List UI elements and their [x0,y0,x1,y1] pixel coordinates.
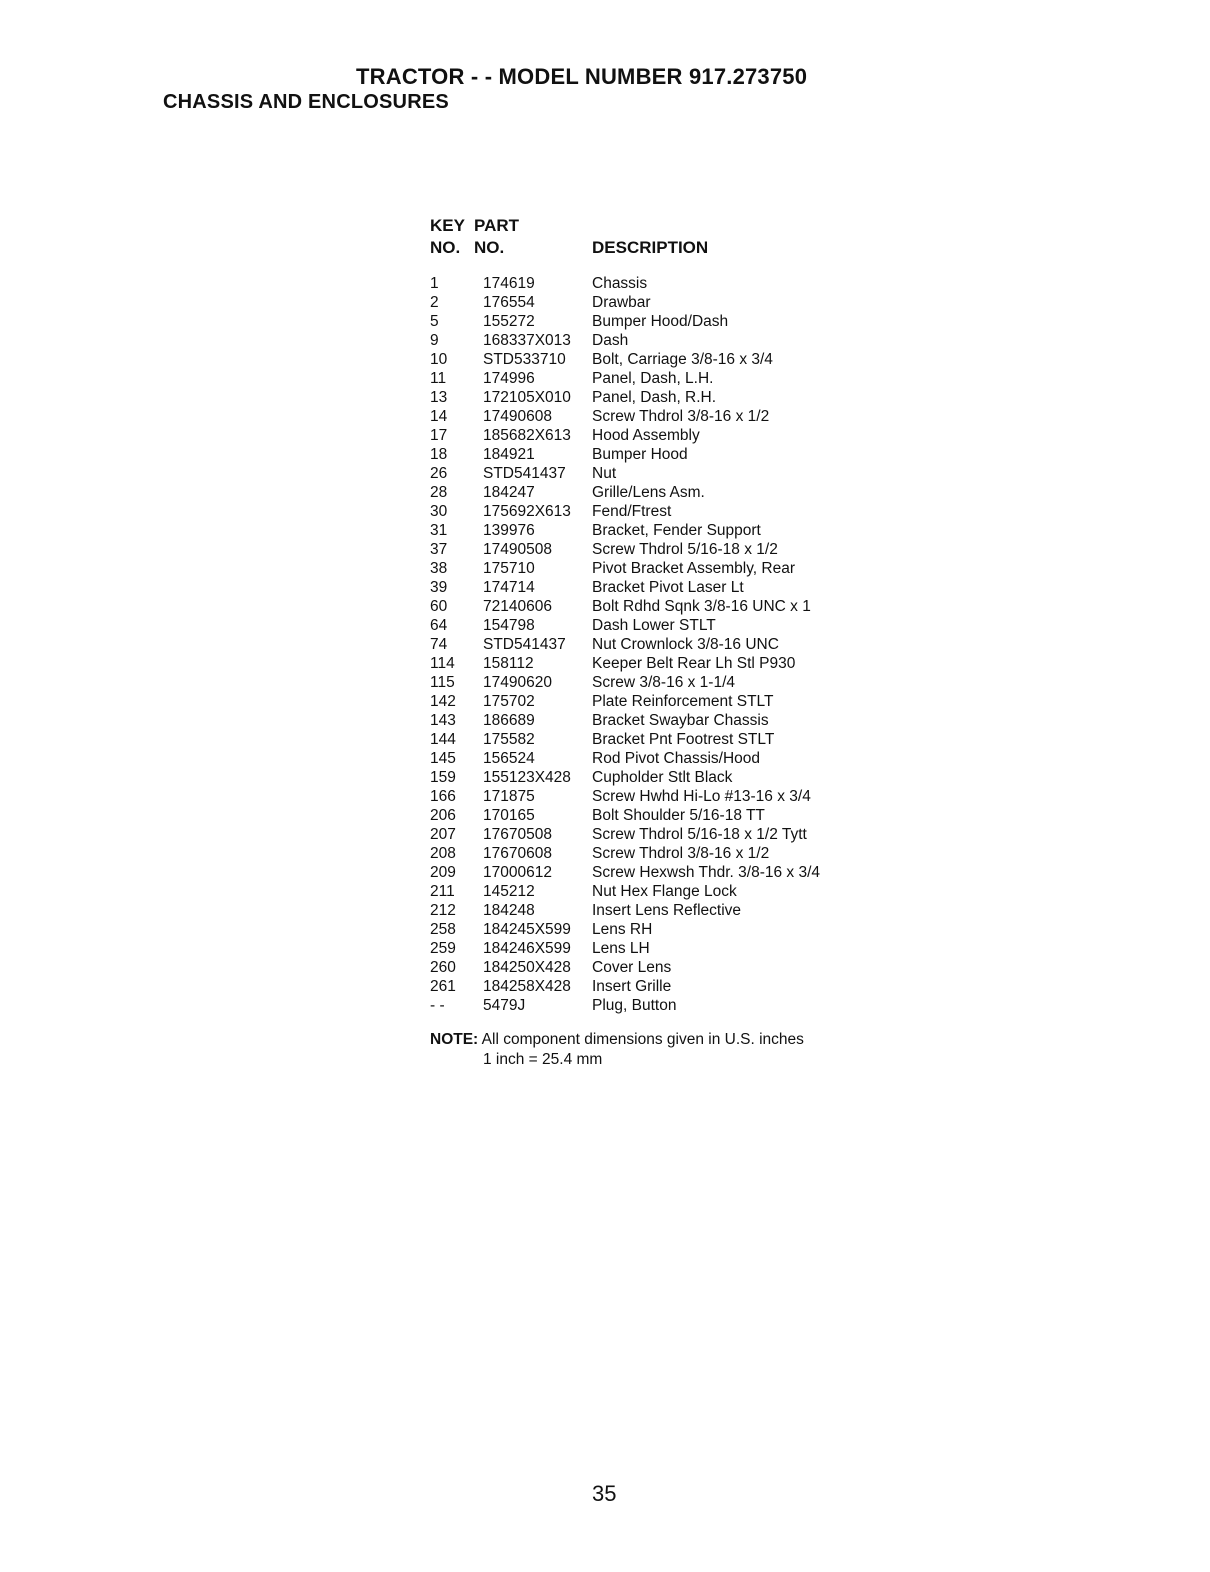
description-cell: Screw Thdrol 5/16-18 x 1/2 Tytt [592,826,807,843]
table-row [430,977,890,996]
part-no-cell: 175702 [483,693,535,710]
description-cell: Screw Thdrol 3/8-16 x 1/2 [592,845,770,862]
description-cell: Grille/Lens Asm. [592,484,705,501]
key-no-cell: 258 [430,921,456,938]
table-row [430,293,890,312]
description-cell: Lens LH [592,940,650,957]
page-number: 35 [592,1481,617,1506]
parts-table-body [430,274,890,1015]
table-row [430,388,890,407]
key-no-cell: 11 [430,370,447,387]
description-cell: Bracket Swaybar Chassis [592,712,769,729]
key-no-cell: 10 [430,351,448,368]
part-no-cell: 17490508 [483,541,552,558]
note-text: All component dimensions given in U.S. inches [481,1031,804,1048]
key-no-cell: 18 [430,446,448,463]
key-no-cell: 206 [430,807,456,824]
description-cell: Insert Grille [592,978,672,995]
key-no-cell: 39 [430,579,448,596]
part-no-cell: 17670608 [483,845,552,862]
part-no-cell: 145212 [483,883,535,900]
description-cell: Bolt, Carriage 3/8-16 x 3/4 [592,351,773,368]
description-cell: Dash Lower STLT [592,617,716,634]
table-row [430,673,890,692]
part-no-cell: STD533710 [483,351,566,368]
table-row [430,445,890,464]
part-no-cell: 184247 [483,484,535,501]
description-cell: Panel, Dash, R.H. [592,389,717,406]
part-no-cell: 170165 [483,807,535,824]
part-no-cell: 184250X428 [483,959,571,976]
table-row [430,312,890,331]
key-no-cell: 26 [430,465,448,482]
description-cell: Chassis [592,275,648,292]
part-no-cell: 154798 [483,617,535,634]
description-cell: Fend/Ftrest [592,503,672,520]
note-label: NOTE: [430,1031,479,1048]
key-no-cell: 17 [430,427,448,444]
parts-list [430,216,890,1015]
table-row [430,521,890,540]
key-no-cell: 209 [430,864,456,881]
key-no-cell: 144 [430,731,456,748]
table-row [430,787,890,806]
part-no-cell: 174619 [483,275,535,292]
key-no-cell: 37 [430,541,448,558]
key-no-cell: 260 [430,959,456,976]
key-no-cell: 115 [430,674,455,691]
table-row [430,901,890,920]
description-cell: Nut [592,465,617,482]
key-header-line1: KEY [430,216,465,235]
description-cell: Cupholder Stlt Black [592,769,733,786]
part-no-cell: 168337X013 [483,332,571,349]
description-cell: Rod Pivot Chassis/Hood [592,750,760,767]
table-row [430,331,890,350]
key-no-cell: 211 [430,883,455,900]
key-no-cell: 38 [430,560,448,577]
key-no-cell: 1 [430,275,439,292]
part-no-cell: 139976 [483,522,535,539]
description-header: DESCRIPTION [592,238,709,257]
part-header-line1: PART [474,216,520,235]
table-row [430,939,890,958]
description-cell: Plug, Button [592,997,677,1014]
description-cell: Screw Hwhd Hi-Lo #13-16 x 3/4 [592,788,811,805]
note [430,1030,804,1070]
description-cell: Dash [592,332,629,349]
table-row [430,996,890,1015]
table-row [430,350,890,369]
key-no-cell: 9 [430,332,439,349]
description-cell: Hood Assembly [592,427,700,444]
part-no-cell: 156524 [483,750,535,767]
key-no-cell: - - [430,997,445,1014]
key-no-cell: 31 [430,522,448,539]
key-no-cell: 259 [430,940,456,957]
key-header-line2: NO. [430,238,461,257]
key-no-cell: 208 [430,845,456,862]
key-no-cell: 14 [430,408,448,425]
description-cell: Nut Hex Flange Lock [592,883,737,900]
part-no-cell: 158112 [483,655,534,672]
table-row [430,958,890,977]
key-no-cell: 28 [430,484,448,501]
table-row [430,274,890,293]
description-cell: Bracket Pivot Laser Lt [592,579,744,596]
description-cell: Cover Lens [592,959,672,976]
description-cell: Screw Thdrol 5/16-18 x 1/2 [592,541,778,558]
part-no-cell: 175692X613 [483,503,571,520]
table-row [430,730,890,749]
key-no-cell: 261 [430,978,456,995]
table-row [430,692,890,711]
description-cell: Pivot Bracket Assembly, Rear [592,560,796,577]
part-no-cell: 17490620 [483,674,552,691]
part-no-cell: 185682X613 [483,427,571,444]
part-no-cell: 155123X428 [483,769,571,786]
table-row [430,540,890,559]
table-row [430,882,890,901]
key-no-cell: 74 [430,636,448,653]
key-no-cell: 60 [430,598,448,615]
table-row [430,825,890,844]
table-row [430,578,890,597]
table-row [430,806,890,825]
table-row [430,483,890,502]
part-no-cell: 176554 [483,294,535,311]
key-no-cell: 13 [430,389,448,406]
part-no-cell: STD541437 [483,636,566,653]
description-cell: Screw Thdrol 3/8-16 x 1/2 [592,408,770,425]
part-no-cell: 5479J [483,997,526,1014]
description-cell: Bracket, Fender Support [592,522,761,539]
part-no-cell: 184258X428 [483,978,571,995]
parts-table-header [430,216,890,274]
part-no-cell: 17490608 [483,408,552,425]
table-row [430,844,890,863]
part-no-cell: 184245X599 [483,921,571,938]
part-no-cell: 174996 [483,370,535,387]
description-cell: Keeper Belt Rear Lh Stl P930 [592,655,796,672]
part-no-cell: 174714 [483,579,535,596]
key-no-cell: 166 [430,788,456,805]
table-row [430,597,890,616]
part-no-cell: 17670508 [483,826,552,843]
part-no-cell: 184248 [483,902,535,919]
part-no-cell: 184921 [483,446,535,463]
key-no-cell: 114 [430,655,455,672]
key-no-cell: 64 [430,617,448,634]
part-no-cell: 184246X599 [483,940,571,957]
part-no-cell: 186689 [483,712,535,729]
table-row [430,768,890,787]
key-no-cell: 143 [430,712,456,729]
part-no-cell: 175710 [483,560,535,577]
key-no-cell: 212 [430,902,456,919]
note-conversion: 1 inch = 25.4 mm [483,1051,603,1068]
description-cell: Bolt Rdhd Sqnk 3/8-16 UNC x 1 [592,598,811,615]
table-row [430,654,890,673]
table-row [430,920,890,939]
description-cell: Screw 3/8-16 x 1-1/4 [592,674,736,691]
part-no-cell: 155272 [483,313,535,330]
description-cell: Panel, Dash, L.H. [592,370,714,387]
part-no-cell: 17000612 [483,864,552,881]
part-no-cell: 72140606 [483,598,552,615]
key-no-cell: 145 [430,750,456,767]
table-row [430,749,890,768]
key-no-cell: 207 [430,826,456,843]
table-row [430,426,890,445]
description-cell: Bolt Shoulder 5/16-18 TT [592,807,765,824]
key-no-cell: 159 [430,769,456,786]
table-row [430,407,890,426]
description-cell: Plate Reinforcement STLT [592,693,774,710]
key-no-cell: 5 [430,313,439,330]
description-cell: Lens RH [592,921,653,938]
description-cell: Drawbar [592,294,651,311]
table-row [430,616,890,635]
description-cell: Bumper Hood [592,446,688,463]
part-no-cell: STD541437 [483,465,566,482]
part-no-cell: 171875 [483,788,535,805]
description-cell: Insert Lens Reflective [592,902,742,919]
page-title: TRACTOR - - MODEL NUMBER 917.273750 [356,64,808,89]
part-no-cell: 172105X010 [483,389,571,406]
table-row [430,464,890,483]
description-cell: Bumper Hood/Dash [592,313,729,330]
part-no-cell: 175582 [483,731,535,748]
section-subtitle: CHASSIS AND ENCLOSURES [163,91,449,113]
description-cell: Screw Hexwsh Thdr. 3/8-16 x 3/4 [592,864,821,881]
description-cell: Bracket Pnt Footrest STLT [592,731,775,748]
table-row [430,502,890,521]
table-row [430,711,890,730]
key-no-cell: 142 [430,693,456,710]
table-row [430,863,890,882]
table-row [430,559,890,578]
table-row [430,635,890,654]
description-cell: Nut Crownlock 3/8-16 UNC [592,636,779,653]
key-no-cell: 2 [430,294,439,311]
key-no-cell: 30 [430,503,448,520]
part-header-line2: NO. [474,238,505,257]
table-row [430,369,890,388]
